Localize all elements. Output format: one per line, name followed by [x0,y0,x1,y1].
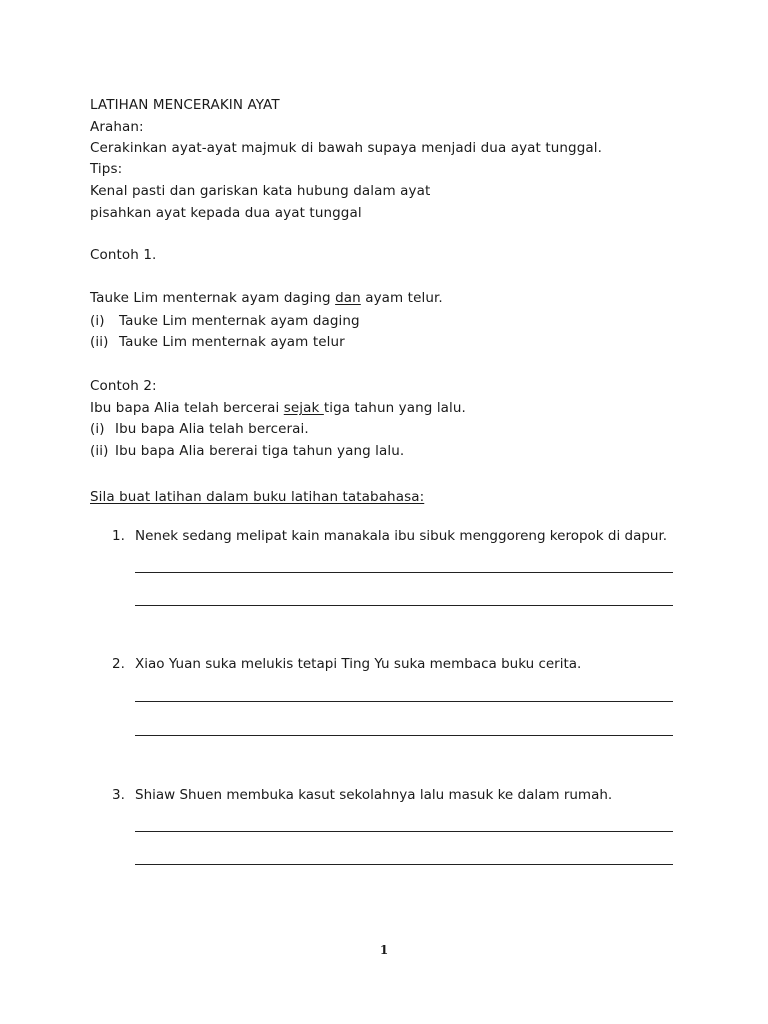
answer-line[interactable] [135,831,673,832]
answer-marker: (ii) [90,443,109,459]
example2-answer-2 [90,441,404,461]
example1-answer-2 [90,332,345,352]
question-number: 2. [112,656,125,672]
example1-label: Contoh 1. [90,247,157,263]
example1-sentence-before: Tauke Lim menternak ayam daging [90,290,336,306]
tip-line-1: Kenal pasti dan gariskan kata hubung dalam ayat [90,183,431,199]
answer-line[interactable] [135,701,673,702]
answer-line[interactable] [135,572,673,573]
tips-label: Tips: [90,161,123,177]
example2-sentence-before: Ibu bapa Alia telah bercerai [90,400,284,416]
example1-sentence-after: ayam telur. [360,290,443,306]
question-number: 1. [112,528,125,544]
worksheet-title: LATIHAN MENCERAKIN AYAT [90,97,280,113]
instructions-label: Arahan: [90,119,144,135]
answer-line[interactable] [135,735,673,736]
question-text: Nenek sedang melipat kain manakala ibu sibuk menggoreng keropok di dapur. [135,528,668,544]
example2-answer-1 [90,419,309,439]
example1-sentence [90,288,443,308]
answer-marker: (i) [90,313,105,329]
example2-sentence [90,398,466,418]
question-text: Xiao Yuan suka melukis tetapi Ting Yu suka membaca buku cerita. [135,656,582,672]
answer-text: Tauke Lim menternak ayam telur [119,334,345,350]
answer-line[interactable] [135,605,673,606]
answer-line[interactable] [135,864,673,865]
answer-text: Ibu bapa Alia telah bercerai. [115,421,309,437]
question-number: 3. [112,787,125,803]
example1-conjunction: dan [335,290,361,306]
tip-line-2: pisahkan ayat kepada dua ayat tunggal [90,205,362,221]
answer-text: Ibu bapa Alia bererai tiga tahun yang lalu. [115,443,405,459]
answer-text: Tauke Lim menternak ayam daging [119,313,360,329]
exercise-heading: Sila buat latihan dalam buku latihan tatabahasa: [90,489,425,505]
answer-marker: (ii) [90,334,109,350]
example2-sentence-after: tiga tahun yang lalu. [323,400,466,416]
instructions-text: Cerakinkan ayat-ayat majmuk di bawah supaya menjadi dua ayat tunggal. [90,140,603,156]
example1-answer-1 [90,311,360,331]
question-text: Shiaw Shuen membuka kasut sekolahnya lalu masuk ke dalam rumah. [135,787,613,803]
example2-conjunction: sejak [283,400,324,416]
example2-label: Contoh 2: [90,378,157,394]
answer-marker: (i) [90,421,105,437]
page-number: 1 [379,943,389,957]
